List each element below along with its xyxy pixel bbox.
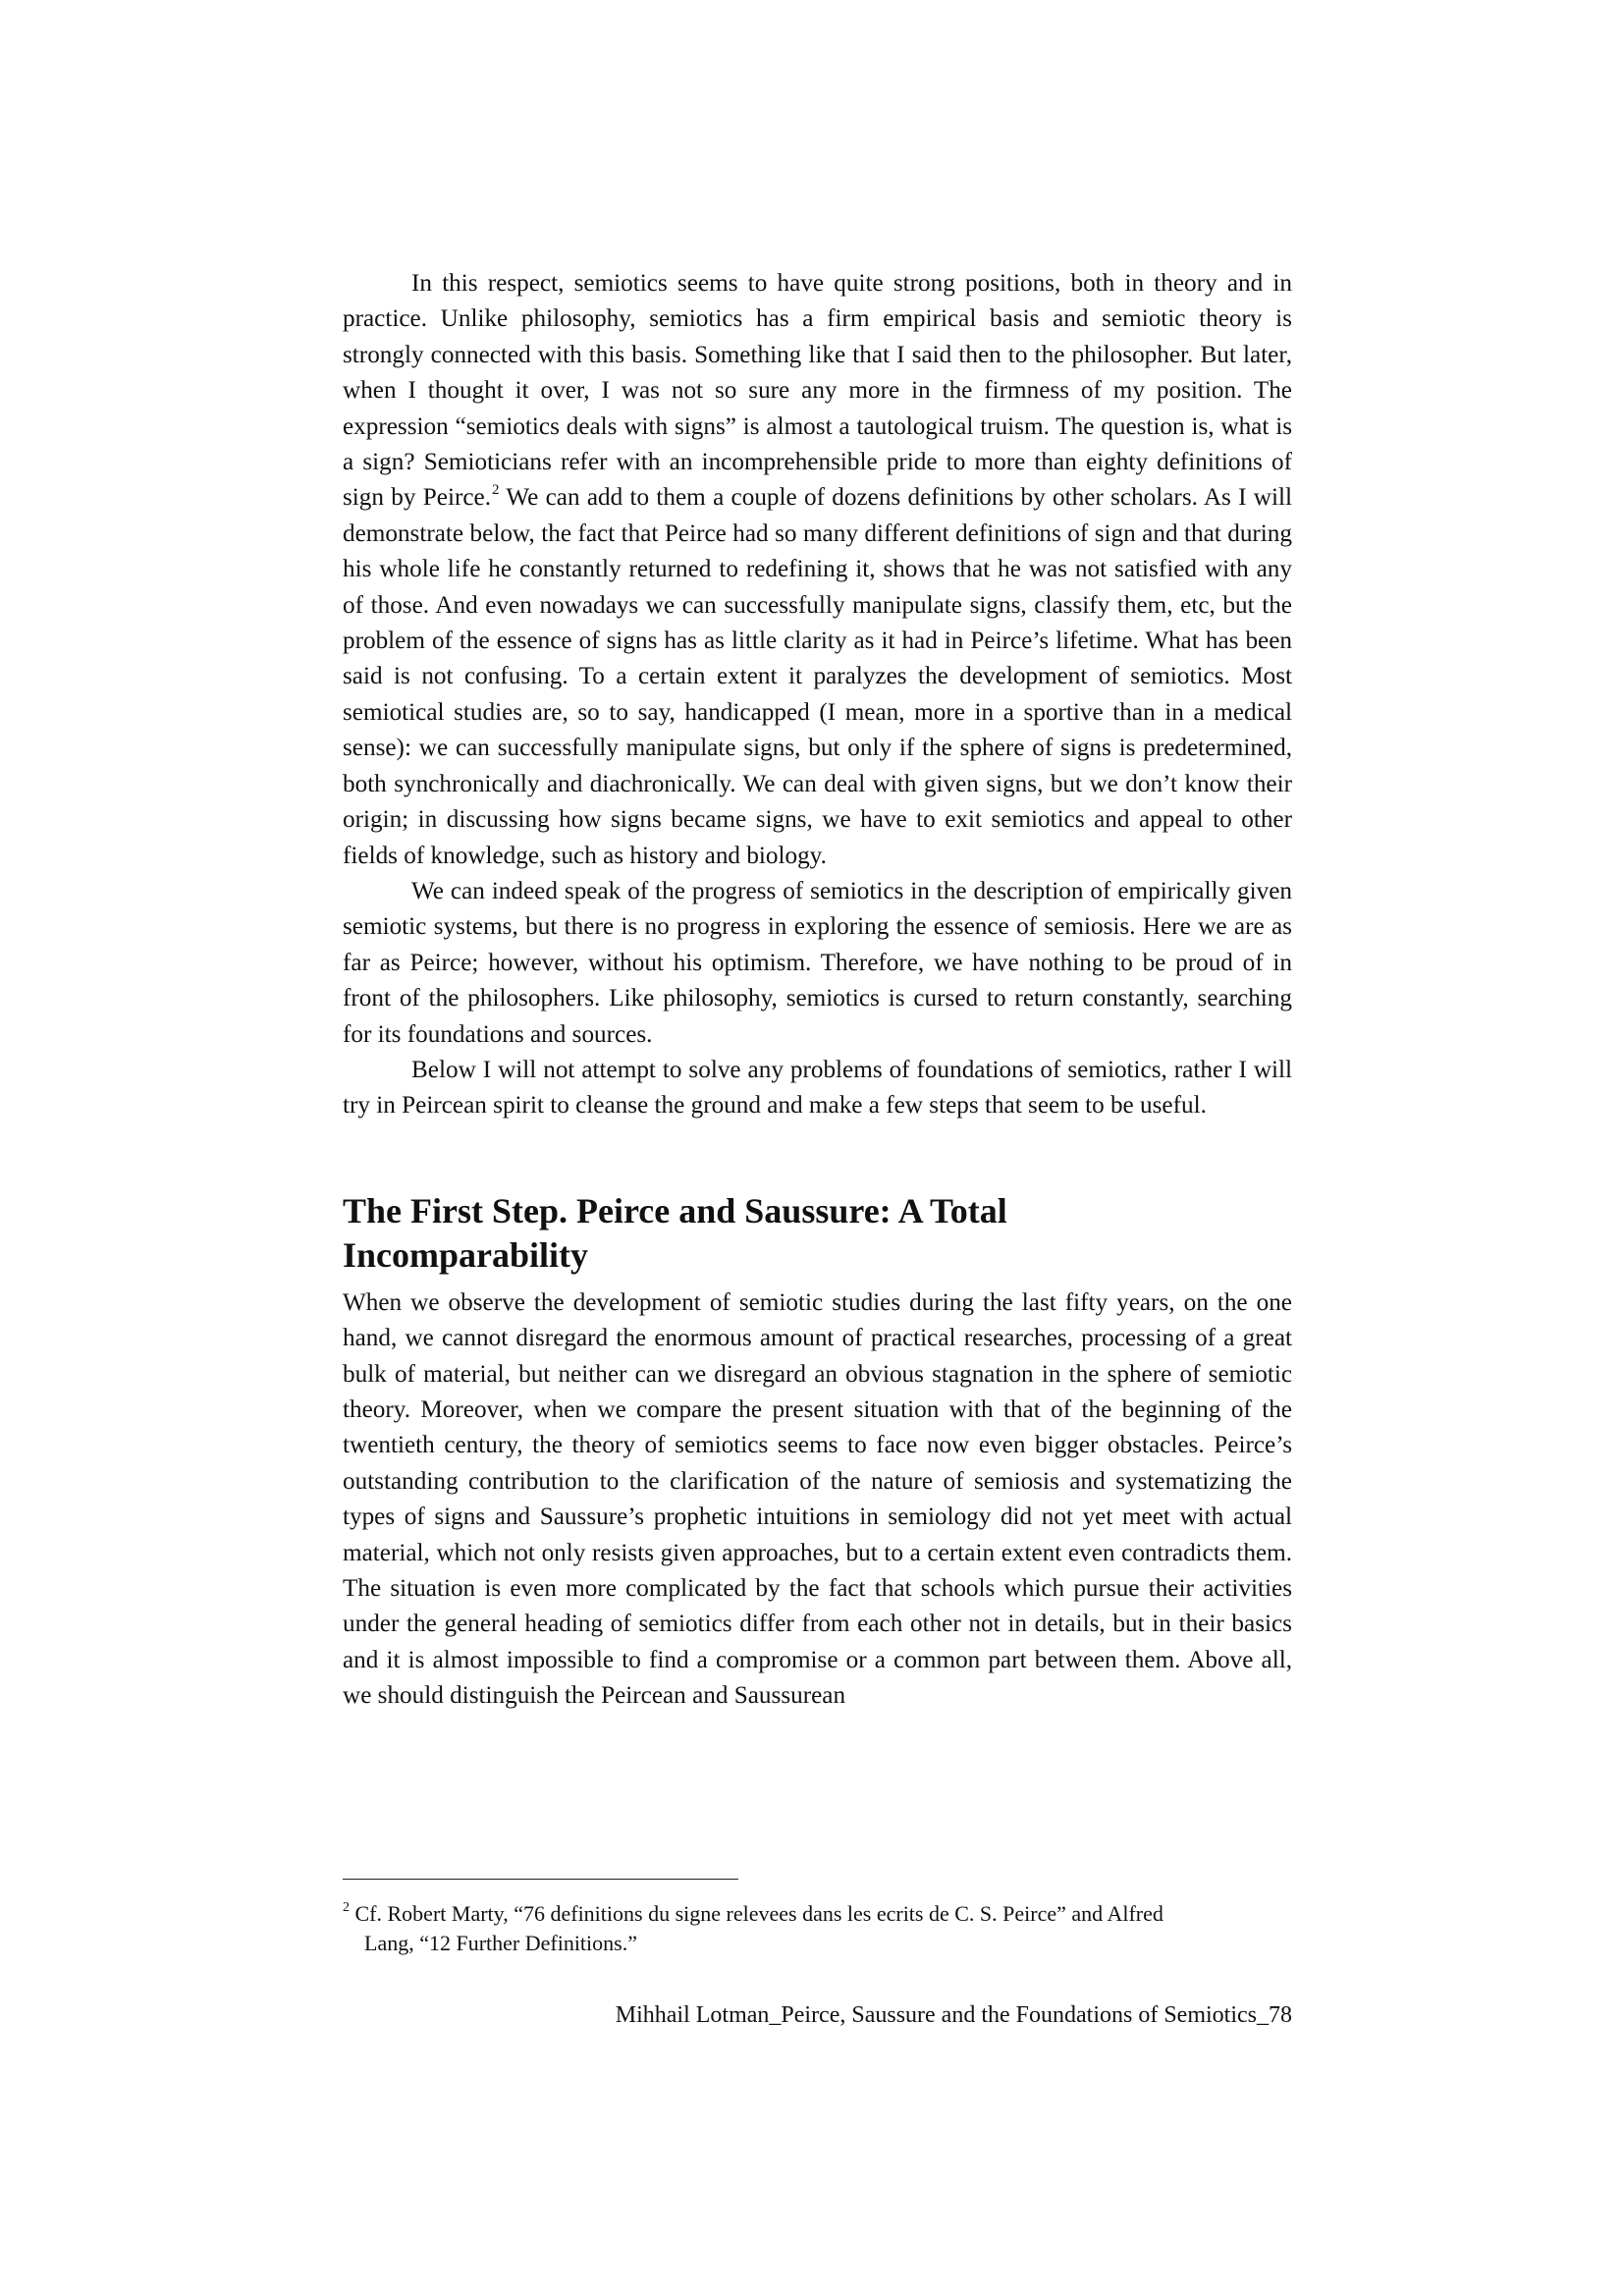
running-footer: Mihhail Lotman_Peirce, Saussure and the Foundations of Semiotics_78 [615,2002,1292,2028]
footnote-line-1: Cf. Robert Marty, “76 definitions du signe relevees dans les ecrits de C. S. Peirce” and Alfred [350,1901,1163,1926]
paragraph-1-text-a: In this respect, semiotics seems to have quite strong positions, both in theory and in practice. Unlike philosophy, semiotics has a firm empirical basis and semiotic theory is strongly connected with this basis. Something like that I said then to the philosopher. But later, when I thought it over, I was not so sure any more in the firmness of my position. The expression “semiotics deals with signs” is almost a tautological truism. The question is, what is a sign? Semioticians refer with an incomprehensible pride to more than eighty definitions of sign by Peirce. [343,270,1292,512]
paragraph-3: Below I will not attempt to solve any problems of foundations of semiotics, rather I will try in Peircean spirit to cleanse the ground and make a few steps that seem to be useful. [343,1056,1292,1120]
paragraph-4: When we observe the development of semiotic studies during the last fifty years, on the one hand, we cannot disregard the enormous amount of practical researches, processing of a great bulk of material, but neither can we disregard an obvious stagnation in the sphere of semiotic theory. Moreover, when we compare the present situation with that of the beginning of the twentieth century, the theory of semiotics seems to face now even bigger obstacles. Peirce’s outstanding contribution to the clarification of the nature of semiosis and systematizing the types of signs and Saussure’s prophetic intuitions in semiology did not yet meet with actual material, which not only resists given approaches, but to a certain extent even contradicts them. The situation is even more complicated by the fact that schools which pursue their activities under the general heading of semiotics differ from each other not in details, but in their basics and it is almost impossible to find a compromise or a common part between them. Above all, we should distinguish the Peircean and Saussurean [343,1288,1292,1710]
footnote-mark: 2 [343,1899,350,1915]
footnote-line-2: Lang, “12 Further Definitions.” [364,1931,637,1955]
paragraph-1-text-b: We can add to them a couple of dozens definitions by other scholars. As I will demonstrate below, the fact that Peirce had so many different definitions of sign and that during his whole life he constantly returned to redefining it, shows that he was not satisfied with any of those. And even nowadays we can successfully manipulate signs, classify them, etc, but the problem of the essence of signs has as little clarity as it had in Peirce’s lifetime. What has been said is not confusing. To a certain extent it paralyzes the development of semiotics. Most semiotical studies are, so to say, handicapped (I mean, more in a sportive than in a medical sense): we can successfully manipulate signs, but only if the sphere of signs is predetermined, both synchronically and diachronically. We can deal with given signs, but we don’t know their origin; in discussing how signs became signs, we have to exit semiotics and appeal to other fields of knowledge, such as history and biology. [343,484,1292,869]
footnote [343,1899,1292,1958]
footnote-separator [343,1879,738,1880]
page-body [343,266,1292,1715]
paragraph-2: We can indeed speak of the progress of semiotics in the description of empirically given semiotic systems, but there is no progress in exploring the essence of semiosis. Here we are as far as Peirce; however, without his optimism. Therefore, we have nothing to be proud of in front of the philosophers. Like philosophy, semiotics is cursed to return constantly, searching for its foundations and sources. [343,877,1292,1048]
section-heading [343,1189,1292,1278]
section-heading-line-1: The First Step. Peirce and Saussure: A Total [343,1190,1007,1230]
paragraph-1 [343,266,1292,874]
section-heading-line-2: Incomparability [343,1234,589,1275]
footnote-reference: 2 [492,482,500,499]
